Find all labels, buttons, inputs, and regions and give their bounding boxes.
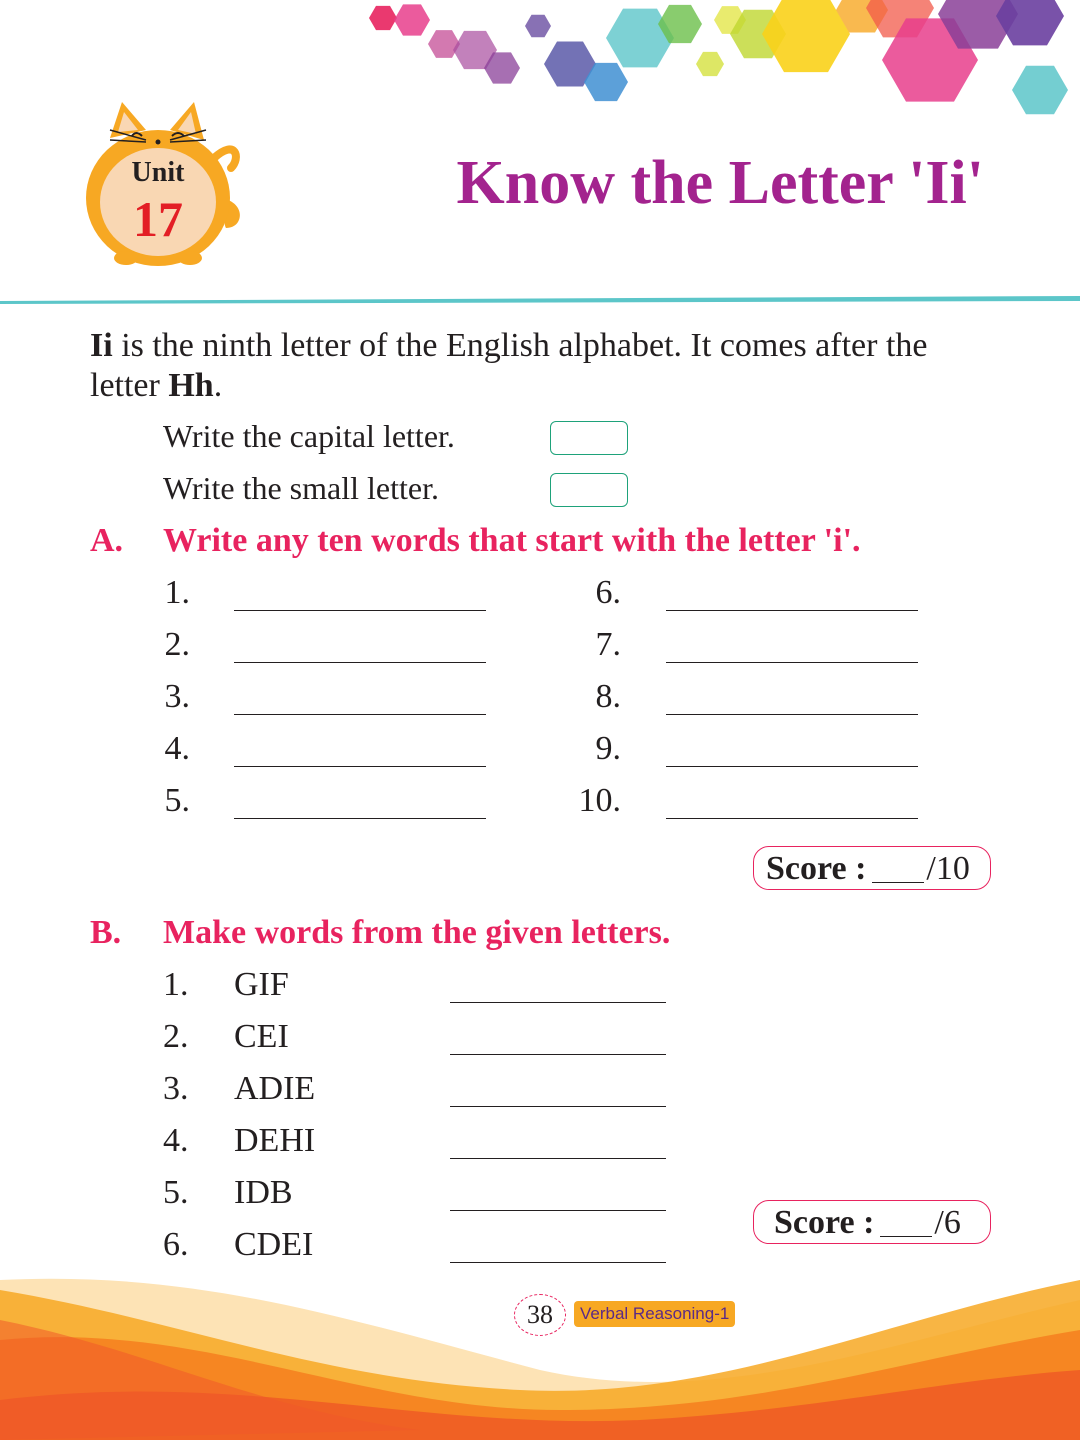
answer-line[interactable] [666,714,918,715]
score-blank[interactable] [872,852,924,883]
item-number: 6. [163,1226,189,1263]
answer-line[interactable] [666,766,918,767]
jumbled-letters: GIF [234,966,289,1003]
answer-number: 3. [164,678,190,715]
answer-line[interactable] [450,1002,666,1003]
item-number: 4. [163,1122,189,1159]
item-number: 1. [163,966,189,1003]
section-a-letter: A. [90,522,124,559]
answer-line[interactable] [666,610,918,611]
answer-number: 10. [578,782,621,819]
answer-line[interactable] [450,1054,666,1055]
section-b-score-box [753,1200,991,1244]
page-title: Know the Letter 'Ii' [456,149,984,217]
score-label: Score : [766,850,867,887]
answer-number: 1. [164,574,190,611]
score-total: /6 [934,1204,961,1241]
book-title-tag: Verbal Reasoning-1 [574,1301,735,1327]
hexagon-shape [1012,66,1068,114]
section-b-letter: B. [90,914,122,951]
answer-number: 2. [164,626,190,663]
answer-line[interactable] [234,766,486,767]
answer-line[interactable] [234,662,486,663]
answer-line[interactable] [450,1210,666,1211]
section-a-instruction: Write any ten words that start with the letter 'i'. [163,522,861,559]
capital-letter-box[interactable] [550,421,628,455]
unit-number: 17 [133,191,183,247]
answer-line[interactable] [666,818,918,819]
capital-letter-prompt: Write the capital letter. [163,418,455,454]
score-blank[interactable] [880,1206,932,1237]
hexagon-shape [369,6,397,30]
score-total: /10 [926,850,970,887]
header-divider [0,296,1080,304]
item-number: 3. [163,1070,189,1107]
answer-number: 6. [595,574,621,611]
intro-text: is the ninth letter of the English alphabet. It comes after the letter [90,327,928,404]
answer-line[interactable] [450,1158,666,1159]
answer-number: 7. [595,626,621,663]
jumbled-letters: CEI [234,1018,289,1055]
answer-line[interactable] [450,1106,666,1107]
answer-line[interactable] [234,818,486,819]
jumbled-letters: IDB [234,1174,293,1211]
answer-number: 8. [595,678,621,715]
hexagon-shape [525,15,551,38]
orange-waves-decoration [0,1260,1080,1440]
answer-number: 4. [164,730,190,767]
jumbled-letters: ADIE [234,1070,316,1107]
answer-line[interactable] [666,662,918,663]
answer-number: 9. [595,730,621,767]
item-number: 5. [163,1174,189,1211]
intro-paragraph [90,326,990,406]
score-label: Score : [774,1204,875,1241]
section-b-instruction: Make words from the given letters. [163,914,671,951]
hexagon-shape [394,4,430,35]
page-number: 38 [514,1294,566,1336]
unit-label: Unit [131,157,185,188]
small-letter-prompt: Write the small letter. [163,470,439,506]
answer-number: 5. [164,782,190,819]
answer-line[interactable] [234,714,486,715]
section-a-score-box [753,846,991,890]
hexagon-shape [696,52,724,76]
answer-line[interactable] [234,610,486,611]
small-letter-box[interactable] [550,473,628,507]
item-number: 2. [163,1018,189,1055]
intro-end: . [213,367,223,404]
intro-bold-prev-letter: Hh [168,367,214,404]
jumbled-letters: CDEI [234,1226,314,1263]
jumbled-letters: DEHI [234,1122,316,1159]
intro-bold-letter: Ii [90,327,113,364]
hexagon-shape [996,0,1064,45]
